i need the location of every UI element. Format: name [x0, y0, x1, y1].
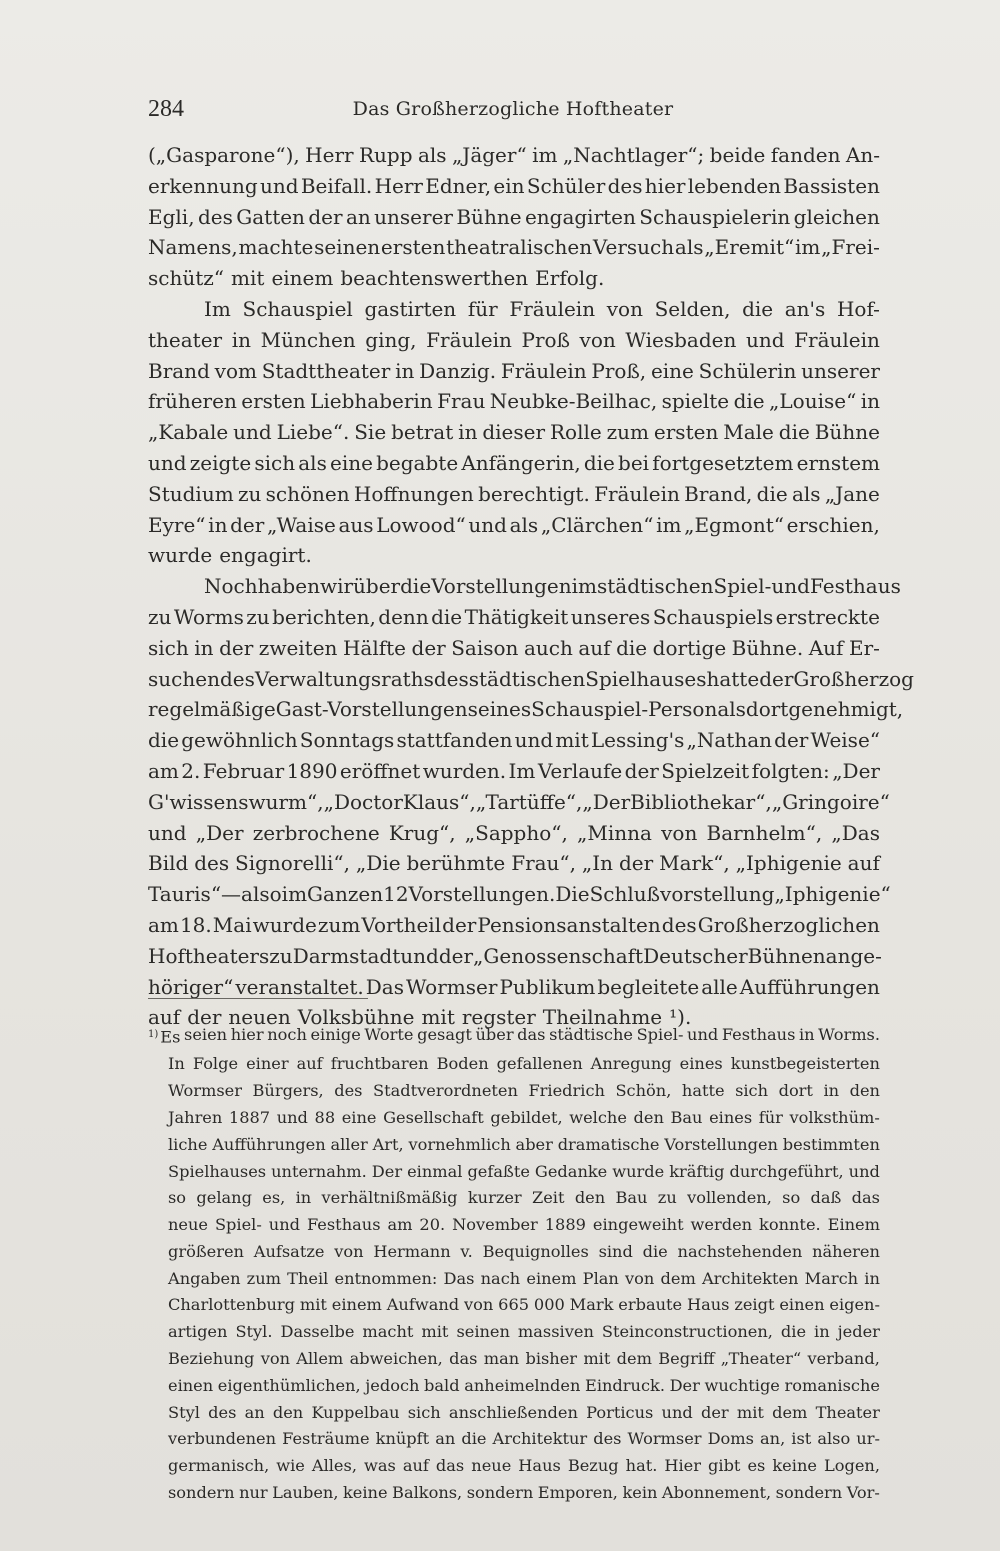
body-line: am 18. Mai wurde zum Vortheil der Pensionsanstalten des Großherzoglichen — [148, 912, 880, 937]
main-text — [148, 140, 914, 1033]
body-line: und „Der zerbrochene Krug“, „Sappho“, „Minna von Barnhelm“, „Das — [148, 820, 880, 845]
footnote-line: artigen Styl. Dasselbe macht mit seinen massiven Steinconstructionen, die in jeder — [168, 1322, 880, 1342]
body-line: Tauris“ — also im Ganzen 12 Vorstellungen. Die Schlußvorstellung „Iphigenie“ — [148, 882, 891, 907]
footnote-line: Wormser Bürgers, des Stadtverordneten Friedrich Schön, hatte sich dort in den — [168, 1081, 880, 1101]
body-line: früheren ersten Liebhaberin Frau Neubke-Beilhac, spielte die „Louise“ in — [148, 389, 880, 414]
body-line: theater in München ging, Fräulein Proß von Wiesbaden und Fräulein — [148, 327, 880, 352]
body-line: und zeigte sich als eine begabte Anfängerin, die bei fortgesetztem ernstem — [148, 450, 880, 475]
body-line: am 2. Februar 1890 eröffnet wurden. Im Verlaufe der Spielzeit folgten: „Der — [148, 758, 880, 783]
footnote-line: Styl des an den Kuppelbau sich anschließenden Porticus und der mit dem Theater — [168, 1402, 880, 1422]
body-line: sich in der zweiten Hälfte der Saison auch auf die dortige Bühne. Auf Er- — [148, 635, 880, 660]
footnote-marker: 1) — [148, 1029, 159, 1040]
body-line: Studium zu schönen Hoffnungen berechtigt. Fräulein Brand, die als „Jane — [148, 481, 880, 506]
body-line: Noch haben wir über die Vorstellungen im städtischen Spiel- und Festhaus — [204, 574, 901, 599]
body-line: Egli, des Gatten der an unserer Bühne engagirten Schauspielerin gleichen — [148, 204, 880, 229]
body-line: regelmäßige Gast-Vorstellungen seines Schauspiel-Personals dort genehmigt, — [148, 697, 904, 722]
footnote-divider — [148, 998, 368, 999]
body-line: Namens, machte seinen ersten theatralischen Versuch als „Eremit“ im „Frei- — [148, 235, 880, 260]
body-line: höriger“ veranstaltet. Das Wormser Publikum begleitete alle Aufführungen — [148, 974, 880, 999]
footnote-line: $^{1)}$ Es seien hier noch einige Worte gesagt über das städtische Spiel- und Festhaus in Worms. — [148, 1025, 880, 1047]
body-line: wurde engagirt. — [148, 543, 312, 568]
footnote-line: Charlottenburg mit einem Aufwand von 665 000 Mark erbaute Haus zeigt einen eigen- — [168, 1295, 880, 1315]
footnote-line: verbundenen Festräume knüpft an die Architektur des Wormser Doms an, ist also ur- — [168, 1429, 880, 1449]
body-line: zu Worms zu berichten, denn die Thätigkeit unseres Schauspiels erstreckte — [148, 604, 880, 629]
body-line: erkennung und Beifall. Herr Edner, ein Schüler des hier lebenden Bassisten — [148, 173, 880, 198]
body-line: schütz“ mit einem beachtenswerthen Erfolg. — [148, 266, 605, 291]
footnote-line: germanisch, wie Alles, was auf das neue Haus Bezug hat. Hier gibt es keine Logen, — [168, 1456, 880, 1476]
body-line: die gewöhnlich Sonntags stattfanden und mit Lessing's „Nathan der Weise“ — [148, 728, 880, 753]
running-title: Das Großherzogliche Hoftheater — [352, 98, 674, 120]
body-line: Im Schauspiel gastirten für Fräulein von Selden, die an's Hof- — [204, 296, 880, 321]
body-line: Bild des Signorelli“, „Die berühmte Frau“, „In der Mark“, „Iphigenie auf — [148, 851, 880, 876]
page-header — [148, 96, 878, 126]
footnote-line: Spielhauses unternahm. Der einmal gefaßte Gedanke wurde kräftig durchgeführt, und — [168, 1161, 880, 1181]
body-line: „Kabale und Liebe“. Sie betrat in dieser Rolle zum ersten Male die Bühne — [148, 420, 880, 445]
footnote-line: größeren Aufsatze von Hermann v. Bequignolles sind die nachstehenden näheren — [168, 1241, 880, 1261]
footnote-line: Beziehung von Allem abweichen, das man bisher mit dem Begriff „Theater“ verband, — [168, 1349, 880, 1369]
footnote — [148, 1022, 880, 1507]
footnote-line: einen eigenthümlichen, jedoch bald anheimelnden Eindruck. Der wuchtige romanische — [168, 1375, 880, 1395]
footnote-line: neue Spiel- und Festhaus am 20. November 1889 eingeweiht werden konnte. Einem — [168, 1215, 880, 1235]
body-line: („Gasparone“), Herr Rupp als „Jäger“ im „Nachtlager“; beide fanden An- — [148, 143, 880, 167]
footnote-line: Angaben zum Theil entnommen: Das nach einem Plan von dem Architekten March in — [168, 1268, 880, 1288]
footnote-line: Jahren 1887 und 88 eine Gesellschaft gebildet, welche den Bau eines für volksthüm- — [168, 1107, 880, 1127]
footnote-line: liche Aufführungen aller Art, vornehmlich aber dramatische Vorstellungen bestimmten — [168, 1134, 880, 1154]
body-line: auf der neuen Volksbühne mit regster Theilnahme ¹). — [148, 1005, 692, 1030]
footnote-line: so gelang es, in verhältnißmäßig kurzer Zeit den Bau zu vollenden, so daß das — [168, 1188, 880, 1208]
footnote-line: In Folge einer auf fruchtbaren Boden gefallenen Anregung eines kunstbegeisterten — [168, 1054, 880, 1074]
body-line: Hoftheaters zu Darmstadt und der „Genossenschaft Deutscher Bühnenange- — [148, 943, 882, 968]
body-line: G'wissenswurm“, „Doctor Klaus“, „Tartüffe“, „Der Bibliothekar“, „Gringoire“ — [148, 789, 890, 814]
body-line: Brand vom Stadttheater in Danzig. Fräulein Proß, eine Schülerin unserer — [148, 358, 880, 383]
page-number: 284 — [148, 96, 184, 122]
body-line: Eyre“ in der „Waise aus Lowood“ und als „Clärchen“ im „Egmont“ erschien, — [148, 512, 880, 537]
body-line: suchen des Verwaltungsraths des städtischen Spielhauses hatte der Großherzog — [148, 666, 914, 691]
footnote-line: sondern nur Lauben, keine Balkons, sondern Emporen, kein Abonnement, sondern Vor- — [168, 1483, 880, 1503]
